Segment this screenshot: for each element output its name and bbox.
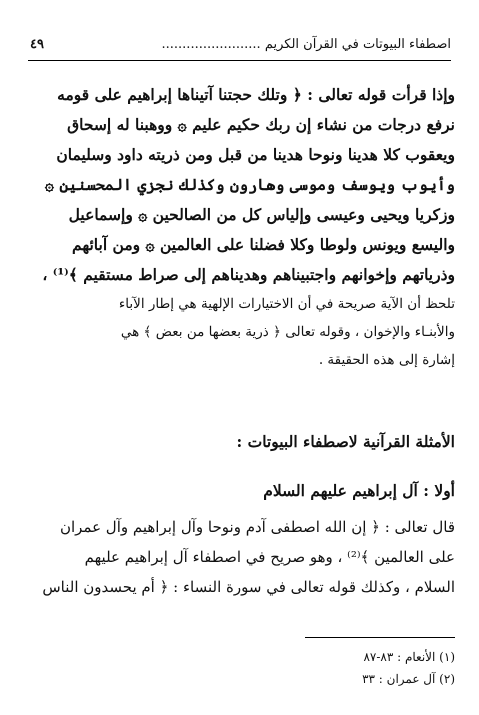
page-number: ٤٩ — [30, 37, 44, 52]
text-line: على العالمين ﴾⁽²⁾ ، وهو صريح في اصطفاء آل إبراهيم عليهم — [84, 548, 455, 566]
text-line: نرفع درجات من نشاء إن ربك حكيم عليم ۞ ووهبنا له إسحاق — [67, 115, 455, 134]
text-line: والأبنـاء والإخوان ، وقوله تعالى ﴿ ذرية بعضها من بعض ﴾ هي — [120, 324, 455, 340]
footnote-item: (٢) آل عمران : ٣٣ — [362, 672, 455, 686]
text-line: قال تعالى : ﴿ إن الله اصطفى آدم ونوحا وآل إبراهيم وآل عمران — [59, 518, 455, 536]
running-title: اصطفاء البيوتات في القرآن الكريم ........................ — [161, 37, 451, 52]
text-line: ويعقوب كلا هدينا ونوحا هدينا من قبل ومن ذريته داود وسليمان — [56, 145, 455, 164]
text-line: السلام ، وكذلك قوله تعالى في سورة النساء : ﴿ أم يحسدون الناس — [42, 578, 455, 596]
subsection-heading: أولا : آل إبراهيم عليهم السلام — [263, 481, 455, 500]
section-heading: الأمثلة القرآنية لاصطفاء البيوتات : — [236, 432, 455, 451]
text-line: وزكريا ويحيى وعيسى وإلياس كل من الصالحين ۞ وإسماعيل — [68, 205, 455, 224]
text-line: إشارة إلى هذه الحقيقة . — [318, 352, 455, 368]
header-divider — [28, 60, 451, 61]
footnote-divider — [305, 637, 455, 638]
text-line: وذرياتهم وإخوانهم واجتبيناهم وهديناهم إلى صراط مستقيم ﴾⁽¹⁾ ، — [42, 265, 455, 284]
text-line: تلحظ أن الآية صريحة في أن الاختيارات الإلهية هي إطار الآباء — [118, 296, 455, 312]
paragraph-quran-quote — [26, 80, 455, 374]
footnote-item: (١) الأنعام : ٨٣-٨٧ — [363, 650, 455, 664]
text-line: وإذا قرأت قوله تعالى : ﴿ وتلك حجتنا آتيناها إبراهيم على قومه — [57, 85, 455, 104]
paragraph-al-ibrahim — [26, 512, 455, 602]
text-line: واليسع ويونس ولوطا وكلا فضلنا على العالمين ۞ ومن آبائهم — [72, 235, 455, 254]
text-line: وأيوب ويوسف وموسى وهارون وكذلك نجزي المحسنين ۞ — [44, 175, 455, 194]
footnotes — [362, 646, 455, 690]
page-header — [30, 34, 451, 56]
